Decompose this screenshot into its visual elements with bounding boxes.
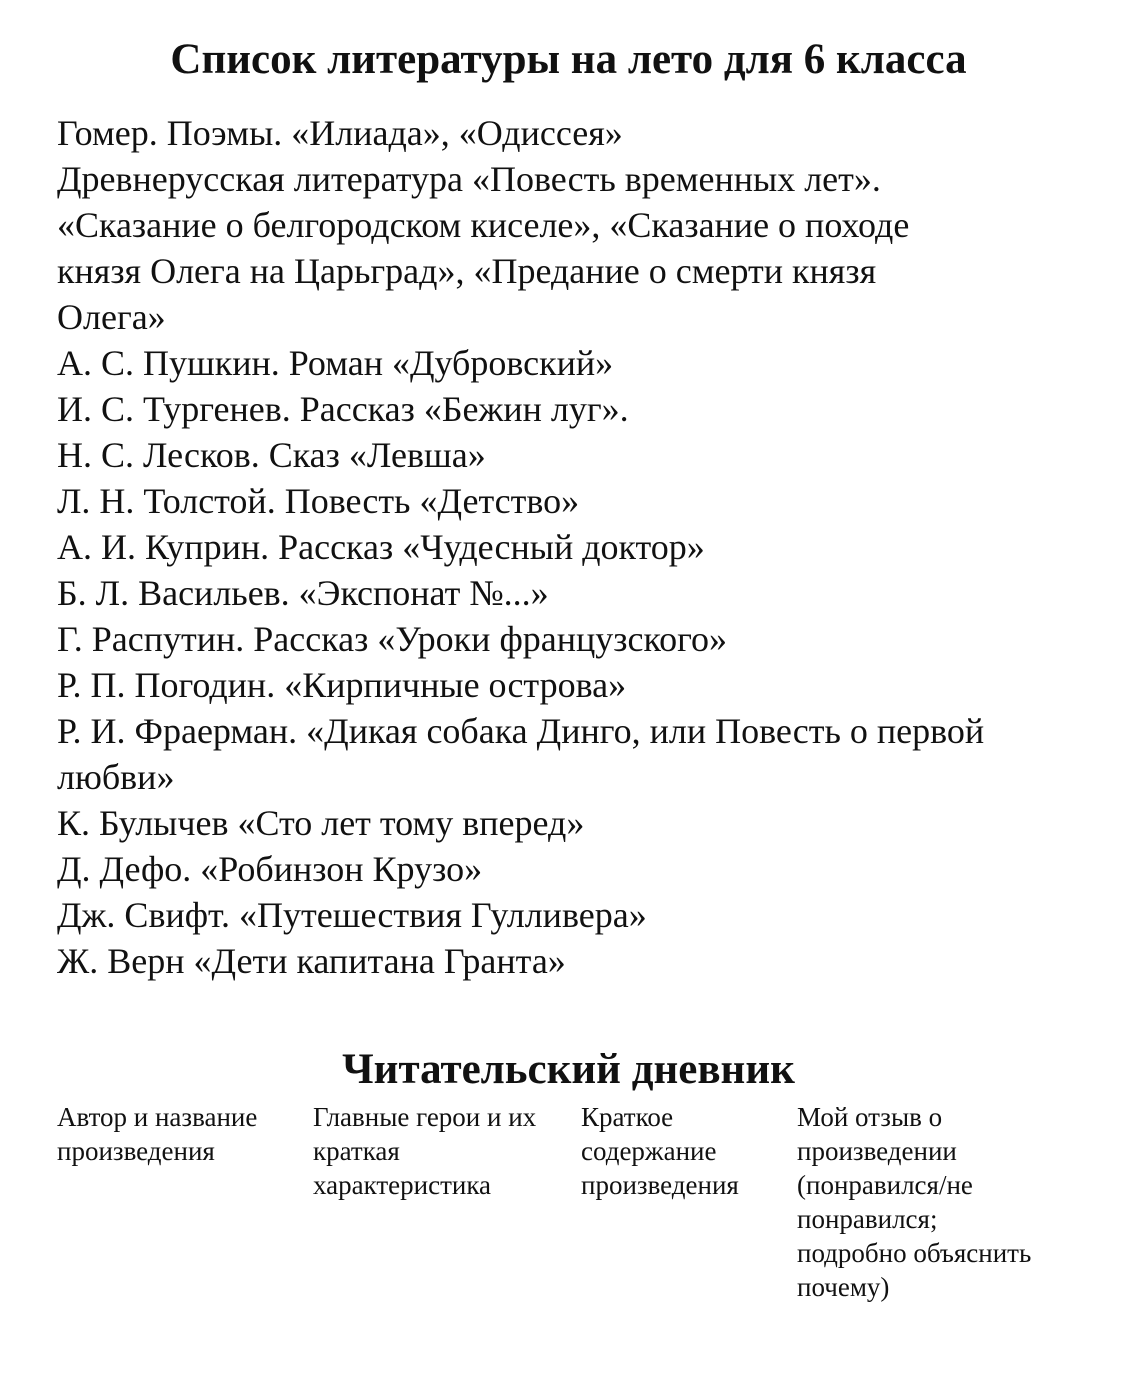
column-header-line: произведения	[581, 1170, 739, 1200]
list-item: Олега»	[57, 297, 166, 337]
list-item: «Сказание о белгородском киселе», «Сказание о походе	[57, 205, 910, 245]
list-item: Н. С. Лесков. Сказ «Левша»	[57, 435, 486, 475]
diary-column-summary	[581, 1100, 793, 1202]
list-item: И. С. Тургенев. Рассказ «Бежин луг».	[57, 389, 629, 429]
column-header-line: содержание	[581, 1136, 717, 1166]
list-item: Древнерусская литература «Повесть временных лет».	[57, 159, 881, 199]
reading-list	[57, 110, 1117, 984]
list-item: Л. Н. Толстой. Повесть «Детство»	[57, 481, 580, 521]
list-item: Р. И. Фраерман. «Дикая собака Динго, или Повесть о первой	[57, 711, 985, 751]
page-title: Список литературы на лето для 6 класса	[170, 36, 967, 83]
diary-column-characters	[313, 1100, 575, 1202]
column-header-line: Автор и название	[57, 1102, 258, 1132]
list-item: князя Олега на Царьград», «Предание о смерти князя	[57, 251, 877, 291]
column-header-line: Краткое	[581, 1102, 674, 1132]
column-header-line: произведения	[57, 1136, 215, 1166]
column-header-line: почему)	[797, 1272, 890, 1302]
diary-title: Читательский дневник	[342, 1046, 795, 1093]
list-item: Д. Дефо. «Робинзон Крузо»	[57, 849, 483, 889]
column-header-line: краткая	[313, 1136, 400, 1166]
column-header-line: понравился;	[797, 1204, 938, 1234]
list-item: любви»	[57, 757, 175, 797]
list-item: Дж. Свифт. «Путешествия Гулливера»	[57, 895, 647, 935]
list-item: Ж. Верн «Дети капитана Гранта»	[57, 941, 566, 981]
column-header-line: подробно объяснить	[797, 1238, 1032, 1268]
list-item: Г. Распутин. Рассказ «Уроки французского»	[57, 619, 728, 659]
list-item: Р. П. Погодин. «Кирпичные острова»	[57, 665, 627, 705]
column-header-line: Главные герои и их	[313, 1102, 537, 1132]
list-item: Гомер. Поэмы. «Илиада», «Одиссея»	[57, 113, 623, 153]
column-header-line: Мой отзыв о	[797, 1102, 943, 1132]
column-header-line: характеристика	[313, 1170, 492, 1200]
diary-column-author-title	[57, 1100, 307, 1168]
list-item: А. И. Куприн. Рассказ «Чудесный доктор»	[57, 527, 705, 567]
column-header-line: (понравился/не	[797, 1170, 973, 1200]
list-item: К. Булычев «Сто лет тому вперед»	[57, 803, 585, 843]
diary-column-review	[797, 1100, 1097, 1304]
column-header-line: произведении	[797, 1136, 957, 1166]
list-item: А. С. Пушкин. Роман «Дубровский»	[57, 343, 614, 383]
diary-table-header	[57, 1100, 1117, 1320]
list-item: Б. Л. Васильев. «Экспонат №...»	[57, 573, 549, 613]
